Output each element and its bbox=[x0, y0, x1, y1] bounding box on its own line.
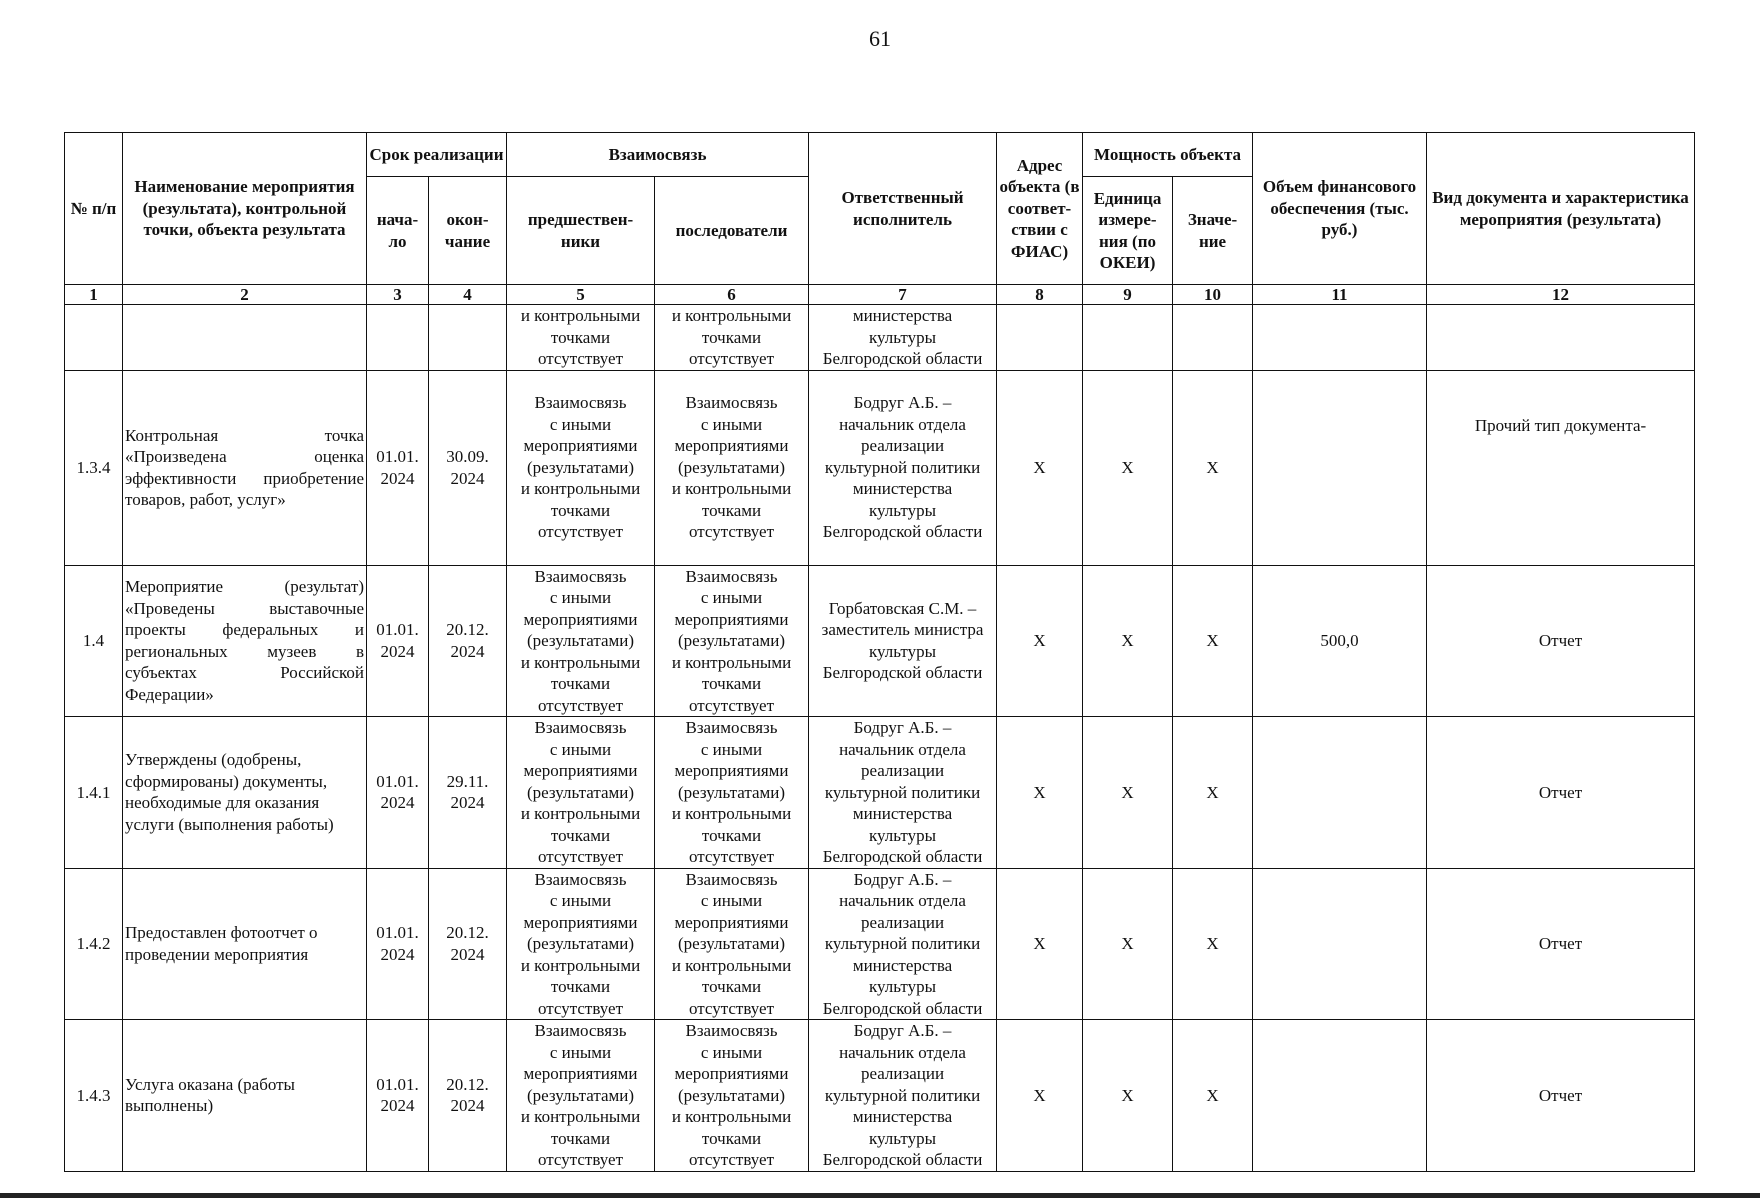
row-end: 30.09. 2024 bbox=[429, 370, 507, 565]
row-finance: 500,0 bbox=[1253, 565, 1427, 717]
row-predecessors: и контрольными точками отсутствует bbox=[507, 305, 655, 371]
column-number: 8 bbox=[997, 285, 1083, 305]
row-num: 1.3.4 bbox=[65, 370, 123, 565]
row-unit: X bbox=[1083, 370, 1173, 565]
row-doc-type bbox=[1427, 305, 1695, 371]
column-number: 7 bbox=[809, 285, 997, 305]
row-value: X bbox=[1173, 370, 1253, 565]
row-doc-type: Отчет bbox=[1427, 1020, 1695, 1172]
row-successors: Взаимосвязь с иными мероприятиями (результатами) и контрольными точками отсутствует bbox=[655, 565, 809, 717]
row-predecessors: Взаимосвязь с иными мероприятиями (результатами) и контрольными точками отсутствует bbox=[507, 370, 655, 565]
table-row bbox=[65, 305, 1695, 371]
row-value: X bbox=[1173, 565, 1253, 717]
header-term-end: окон- чание bbox=[429, 177, 507, 285]
row-doc-type: Отчет bbox=[1427, 868, 1695, 1020]
header-unit: Единица измере-ния (по ОКЕИ) bbox=[1083, 177, 1173, 285]
row-predecessors: Взаимосвязь с иными мероприятиями (результатами) и контрольными точками отсутствует bbox=[507, 565, 655, 717]
row-unit: X bbox=[1083, 1020, 1173, 1172]
row-unit bbox=[1083, 305, 1173, 371]
row-name bbox=[123, 305, 367, 371]
row-value: X bbox=[1173, 868, 1253, 1020]
table-row bbox=[65, 1020, 1695, 1172]
row-predecessors: Взаимосвязь с иными мероприятиями (результатами) и контрольными точками отсутствует bbox=[507, 717, 655, 869]
row-address: X bbox=[997, 717, 1083, 869]
row-start: 01.01. 2024 bbox=[367, 868, 429, 1020]
row-num: 1.4 bbox=[65, 565, 123, 717]
row-num: 1.4.1 bbox=[65, 717, 123, 869]
row-executor: Бодруг А.Б. – начальник отдела реализации культурной политики министерства культуры Белгородской области bbox=[809, 1020, 997, 1172]
header-successors: последователи bbox=[655, 177, 809, 285]
row-finance bbox=[1253, 305, 1427, 371]
header-capacity: Мощность объекта bbox=[1083, 133, 1253, 177]
row-successors: Взаимосвязь с иными мероприятиями (результатами) и контрольными точками отсутствует bbox=[655, 717, 809, 869]
column-number: 10 bbox=[1173, 285, 1253, 305]
header-finance: Объем финансового обеспечения (тыс. руб.) bbox=[1253, 133, 1427, 285]
row-address bbox=[997, 305, 1083, 371]
header-executor: Ответственный исполнитель bbox=[809, 133, 997, 285]
header-term-start: нача- ло bbox=[367, 177, 429, 285]
column-number: 2 bbox=[123, 285, 367, 305]
row-successors: Взаимосвязь с иными мероприятиями (результатами) и контрольными точками отсутствует bbox=[655, 1020, 809, 1172]
column-number: 4 bbox=[429, 285, 507, 305]
row-executor: министерства культуры Белгородской области bbox=[809, 305, 997, 371]
column-number: 12 bbox=[1427, 285, 1695, 305]
column-number: 5 bbox=[507, 285, 655, 305]
table-row bbox=[65, 370, 1695, 565]
row-end bbox=[429, 305, 507, 371]
row-start: 01.01. 2024 bbox=[367, 370, 429, 565]
header-name: Наименование мероприятия (результата), контрольной точки, объекта результата bbox=[123, 133, 367, 285]
row-unit: X bbox=[1083, 565, 1173, 717]
row-num bbox=[65, 305, 123, 371]
row-start: 01.01. 2024 bbox=[367, 717, 429, 869]
row-executor: Бодруг А.Б. – начальник отдела реализации культурной политики министерства культуры Белгородской области bbox=[809, 370, 997, 565]
header-predecessors: предшествен- ники bbox=[507, 177, 655, 285]
row-name: Утверждены (одобрены, сформированы) документы, необходимые для оказания услуги (выполнения работы) bbox=[123, 717, 367, 869]
row-num: 1.4.2 bbox=[65, 868, 123, 1020]
row-value: X bbox=[1173, 717, 1253, 869]
header-address: Адрес объекта (в соответ-ствии с ФИАС) bbox=[997, 133, 1083, 285]
column-number: 6 bbox=[655, 285, 809, 305]
row-finance bbox=[1253, 370, 1427, 565]
row-address: X bbox=[997, 565, 1083, 717]
column-number: 1 bbox=[65, 285, 123, 305]
header-doc-type: Вид документа и характеристика мероприятия (результата) bbox=[1427, 133, 1695, 285]
row-value: X bbox=[1173, 1020, 1253, 1172]
header-term: Срок реализации bbox=[367, 133, 507, 177]
row-predecessors: Взаимосвязь с иными мероприятиями (результатами) и контрольными точками отсутствует bbox=[507, 868, 655, 1020]
row-end: 20.12. 2024 bbox=[429, 868, 507, 1020]
row-finance bbox=[1253, 868, 1427, 1020]
row-end: 20.12. 2024 bbox=[429, 565, 507, 717]
row-executor: Бодруг А.Б. – начальник отдела реализации культурной политики министерства культуры Белгородской области bbox=[809, 717, 997, 869]
row-successors: Взаимосвязь с иными мероприятиями (результатами) и контрольными точками отсутствует bbox=[655, 370, 809, 565]
row-address: X bbox=[997, 868, 1083, 1020]
row-finance bbox=[1253, 1020, 1427, 1172]
row-unit: X bbox=[1083, 717, 1173, 869]
row-predecessors: Взаимосвязь с иными мероприятиями (результатами) и контрольными точками отсутствует bbox=[507, 1020, 655, 1172]
row-start bbox=[367, 305, 429, 371]
row-start: 01.01. 2024 bbox=[367, 1020, 429, 1172]
row-finance bbox=[1253, 717, 1427, 869]
row-doc-type: Прочий тип документа- bbox=[1427, 370, 1695, 565]
column-number: 9 bbox=[1083, 285, 1173, 305]
row-value bbox=[1173, 305, 1253, 371]
row-start: 01.01. 2024 bbox=[367, 565, 429, 717]
row-successors: Взаимосвязь с иными мероприятиями (результатами) и контрольными точками отсутствует bbox=[655, 868, 809, 1020]
row-name: Услуга оказана (работы выполнены) bbox=[123, 1020, 367, 1172]
header-relation: Взаимосвязь bbox=[507, 133, 809, 177]
header-value: Значе- ние bbox=[1173, 177, 1253, 285]
table-row bbox=[65, 868, 1695, 1020]
page-bottom-edge bbox=[0, 1193, 1760, 1198]
row-unit: X bbox=[1083, 868, 1173, 1020]
row-end: 29.11. 2024 bbox=[429, 717, 507, 869]
row-num: 1.4.3 bbox=[65, 1020, 123, 1172]
plan-table bbox=[64, 132, 1695, 1172]
column-number: 11 bbox=[1253, 285, 1427, 305]
row-executor: Бодруг А.Б. – начальник отдела реализации культурной политики министерства культуры Белгородской области bbox=[809, 868, 997, 1020]
row-name: Предоставлен фотоотчет о проведении мероприятия bbox=[123, 868, 367, 1020]
row-name: Контрольная точка «Произведена оценка эффективности приобретение товаров, работ, услуг» bbox=[123, 370, 367, 565]
column-number: 3 bbox=[367, 285, 429, 305]
row-doc-type: Отчет bbox=[1427, 565, 1695, 717]
row-address: X bbox=[997, 370, 1083, 565]
page-number: 61 bbox=[869, 26, 891, 51]
row-successors: и контрольными точками отсутствует bbox=[655, 305, 809, 371]
header-num: № п/п bbox=[65, 133, 123, 285]
row-address: X bbox=[997, 1020, 1083, 1172]
table-row bbox=[65, 717, 1695, 869]
row-executor: Горбатовская С.М. – заместитель министра культуры Белгородской области bbox=[809, 565, 997, 717]
row-doc-type: Отчет bbox=[1427, 717, 1695, 869]
row-name: Мероприятие (результат) «Проведены выставочные проекты федеральных и региональных музеев в субъектах Российской Федерации» bbox=[123, 565, 367, 717]
row-end: 20.12. 2024 bbox=[429, 1020, 507, 1172]
table-row bbox=[65, 565, 1695, 717]
